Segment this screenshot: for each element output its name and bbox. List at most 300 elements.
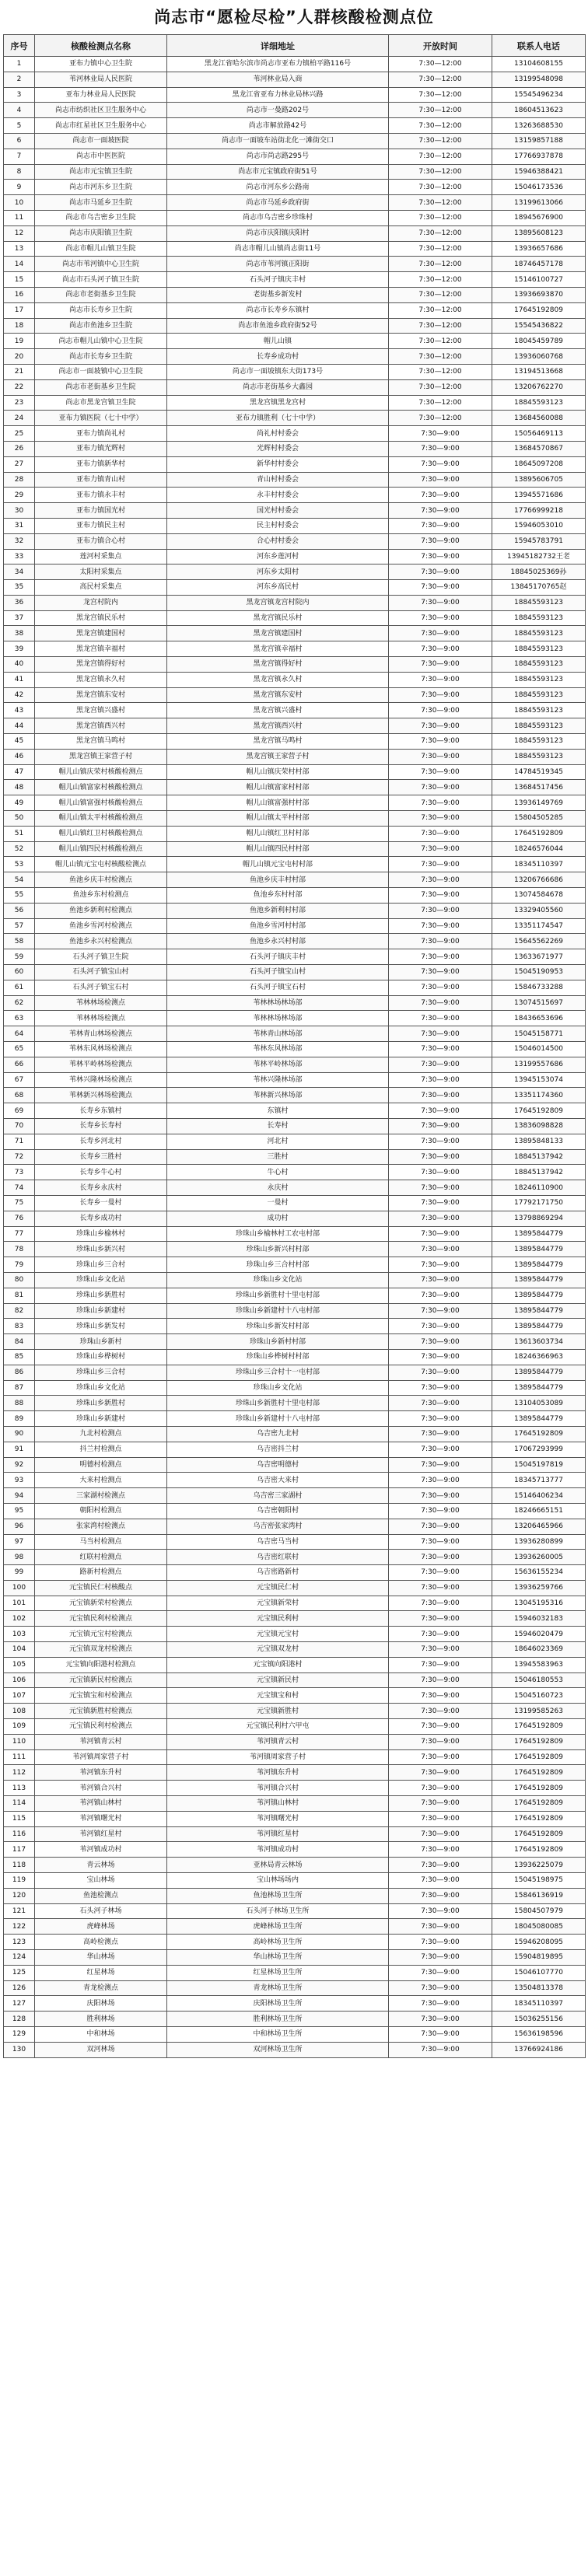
- table-row: [4, 826, 586, 841]
- cell-address: 尚志市长寿乡东镇村: [167, 302, 389, 318]
- table-row: [4, 1873, 586, 1889]
- cell-site-name: 黑龙宫镇马鸣村: [35, 734, 167, 750]
- cell-phone: 15146100727: [492, 272, 586, 288]
- cell-index: 29: [4, 488, 35, 503]
- cell-site-name: 大来村检测点: [35, 1473, 167, 1488]
- table-row: [4, 257, 586, 272]
- cell-index: 24: [4, 411, 35, 426]
- cell-open-time: 7:30—9:00: [389, 533, 492, 549]
- cell-address: 黑龙宫镇建国村: [167, 626, 389, 641]
- cell-site-name: 亚布力镇永丰村: [35, 488, 167, 503]
- cell-phone: 13895844779: [492, 1380, 586, 1396]
- cell-site-name: 龙宫村院内: [35, 595, 167, 610]
- cell-index: 46: [4, 749, 35, 764]
- cell-open-time: 7:30—9:00: [389, 1781, 492, 1796]
- cell-index: 40: [4, 657, 35, 673]
- cell-open-time: 7:30—9:00: [389, 1935, 492, 1950]
- cell-site-name: 红联村检测点: [35, 1550, 167, 1565]
- cell-open-time: 7:30—12:00: [389, 349, 492, 365]
- cell-site-name: 尚志市一面坡镇中心卫生院: [35, 364, 167, 379]
- table-row: [4, 1627, 586, 1642]
- cell-site-name: 帽儿山镇庆荣村核酸检测点: [35, 764, 167, 780]
- cell-site-name: 帽儿山镇元宝屯村核酸检测点: [35, 857, 167, 872]
- cell-open-time: 7:30—9:00: [389, 903, 492, 918]
- cell-phone: 13895844779: [492, 1411, 586, 1427]
- table-row: [4, 549, 586, 564]
- cell-address: 尚志市一面坡车站街北化一滩街交口: [167, 133, 389, 149]
- cell-open-time: 7:30—9:00: [389, 703, 492, 718]
- cell-phone: 13895844779: [492, 1242, 586, 1257]
- cell-site-name: 尚志市苇河镇中心卫生院: [35, 257, 167, 272]
- cell-address: 尚志市鱼池乡政府街52号: [167, 318, 389, 334]
- cell-address: 黑龙宫镇永久村: [167, 672, 389, 687]
- cell-phone: 13199548098: [492, 72, 586, 87]
- cell-phone: 13936657686: [492, 241, 586, 257]
- cell-site-name: 鱼池检测点: [35, 1888, 167, 1903]
- header-phone: 联系人电话: [492, 35, 586, 57]
- cell-address: 鱼池乡庆丰村村部: [167, 872, 389, 888]
- cell-open-time: 7:30—12:00: [389, 257, 492, 272]
- cell-site-name: 亚布力镇青山村: [35, 472, 167, 488]
- cell-site-name: 鱼池乡雪河村检测点: [35, 918, 167, 934]
- cell-index: 3: [4, 87, 35, 103]
- cell-site-name: 庆阳林场: [35, 1996, 167, 2012]
- cell-phone: 18436653696: [492, 1011, 586, 1026]
- cell-open-time: 7:30—12:00: [389, 164, 492, 180]
- table-row: [4, 888, 586, 904]
- cell-site-name: 珍珠山乡榆林村: [35, 1226, 167, 1242]
- table-row: [4, 872, 586, 888]
- cell-site-name: 苇林林场检测点: [35, 995, 167, 1011]
- cell-address: 帽儿山镇四民村村部: [167, 841, 389, 857]
- table-row: [4, 1550, 586, 1565]
- header-site-name: 核酸检测点名称: [35, 35, 167, 57]
- cell-open-time: 7:30—9:00: [389, 426, 492, 442]
- cell-address: 元宝镇向阳港村: [167, 1657, 389, 1672]
- cell-site-name: 黑龙宫镇兴盛村: [35, 703, 167, 718]
- cell-site-name: 珍珠山乡桦树村: [35, 1349, 167, 1365]
- cell-phone: 15046107770: [492, 1965, 586, 1980]
- cell-open-time: 7:30—9:00: [389, 811, 492, 827]
- table-row: [4, 857, 586, 872]
- table-row: [4, 811, 586, 827]
- cell-index: 95: [4, 1503, 35, 1519]
- cell-address: 虎峰林场卫生所: [167, 1919, 389, 1935]
- table-row: [4, 302, 586, 318]
- table-row: [4, 980, 586, 995]
- table-row: [4, 1303, 586, 1319]
- cell-address: 鱼池林场卫生所: [167, 1888, 389, 1903]
- cell-index: 94: [4, 1488, 35, 1504]
- cell-site-name: 黑龙宫镇建国村: [35, 626, 167, 641]
- cell-index: 5: [4, 118, 35, 134]
- cell-address: 东镇村: [167, 1103, 389, 1119]
- cell-site-name: 元宝镇民利村检测点: [35, 1719, 167, 1735]
- cell-open-time: 7:30—9:00: [389, 1149, 492, 1165]
- cell-open-time: 7:30—9:00: [389, 1858, 492, 1873]
- table-row: [4, 133, 586, 149]
- cell-index: 11: [4, 210, 35, 225]
- cell-open-time: 7:30—9:00: [389, 1319, 492, 1334]
- cell-phone: 15045198975: [492, 1873, 586, 1889]
- cell-address: 苇河镇东升村: [167, 1765, 389, 1781]
- cell-site-name: 苇河镇周家营子村: [35, 1749, 167, 1765]
- cell-site-name: 长寿乡一曼村: [35, 1195, 167, 1211]
- table-row: [4, 1842, 586, 1858]
- cell-site-name: 青龙检测点: [35, 1980, 167, 1996]
- cell-site-name: 尚志市庆阳镇卫生院: [35, 225, 167, 241]
- cell-address: 苇林新兴林场部: [167, 1088, 389, 1103]
- cell-phone: 13206762270: [492, 379, 586, 395]
- table-row: [4, 1980, 586, 1996]
- cell-site-name: 珍珠山乡新发村: [35, 1319, 167, 1334]
- cell-phone: 17792171750: [492, 1195, 586, 1211]
- table-row: [4, 1134, 586, 1149]
- cell-open-time: 7:30—9:00: [389, 1903, 492, 1919]
- cell-site-name: 苇河林业局人民医院: [35, 72, 167, 87]
- cell-address: 苇林林场林场部: [167, 1011, 389, 1026]
- cell-index: 61: [4, 980, 35, 995]
- cell-index: 35: [4, 580, 35, 596]
- cell-index: 71: [4, 1134, 35, 1149]
- cell-phone: 15636155234: [492, 1565, 586, 1581]
- cell-site-name: 帽儿山镇富家村核酸检测点: [35, 780, 167, 795]
- cell-open-time: 7:30—9:00: [389, 1672, 492, 1688]
- cell-phone: 18246576044: [492, 841, 586, 857]
- cell-index: 96: [4, 1519, 35, 1534]
- table-row: [4, 1072, 586, 1088]
- cell-site-name: 尚志市长寿乡卫生院: [35, 302, 167, 318]
- cell-index: 77: [4, 1226, 35, 1242]
- cell-index: 87: [4, 1380, 35, 1396]
- cell-phone: 13329405560: [492, 903, 586, 918]
- cell-phone: 18345713777: [492, 1473, 586, 1488]
- cell-address: 亚布力镇胜利（七十中学）: [167, 411, 389, 426]
- cell-address: 珍珠山乡榆林村工农屯村部: [167, 1226, 389, 1242]
- cell-index: 101: [4, 1596, 35, 1611]
- cell-address: 珍珠山乡新兴村村部: [167, 1242, 389, 1257]
- table-row: [4, 1149, 586, 1165]
- table-row: [4, 641, 586, 657]
- table-row: [4, 1488, 586, 1504]
- cell-open-time: 7:30—9:00: [389, 965, 492, 980]
- cell-phone: 18845593123: [492, 395, 586, 411]
- table-row: [4, 1011, 586, 1026]
- cell-index: 54: [4, 872, 35, 888]
- cell-index: 59: [4, 949, 35, 965]
- cell-index: 45: [4, 734, 35, 750]
- table-row: [4, 334, 586, 349]
- cell-address: 元宝镇民利村: [167, 1611, 389, 1627]
- cell-site-name: 亚布力镇医院（七十中学）: [35, 411, 167, 426]
- cell-site-name: 红星林场: [35, 1965, 167, 1980]
- cell-phone: 18345110397: [492, 1996, 586, 2012]
- cell-site-name: 元宝镇新胜村检测点: [35, 1704, 167, 1719]
- cell-address: 元宝镇民利村六甲屯: [167, 1719, 389, 1735]
- cell-address: 黑龙宫镇东安村: [167, 687, 389, 703]
- cell-open-time: 7:30—9:00: [389, 1965, 492, 1980]
- cell-index: 112: [4, 1765, 35, 1781]
- cell-open-time: 7:30—9:00: [389, 1396, 492, 1411]
- cell-open-time: 7:30—9:00: [389, 1334, 492, 1350]
- cell-open-time: 7:30—9:00: [389, 1195, 492, 1211]
- cell-address: 河东乡高民村: [167, 580, 389, 596]
- cell-index: 68: [4, 1088, 35, 1103]
- table-row: [4, 503, 586, 519]
- cell-site-name: 鱼池乡新利村检测点: [35, 903, 167, 918]
- cell-index: 107: [4, 1688, 35, 1704]
- table-row: [4, 210, 586, 225]
- header-address: 详细地址: [167, 35, 389, 57]
- table-row: [4, 1596, 586, 1611]
- cell-site-name: 尚志市长寿乡卫生院: [35, 349, 167, 365]
- cell-index: 27: [4, 456, 35, 472]
- cell-address: 元宝镇宝和村: [167, 1688, 389, 1704]
- cell-open-time: 7:30—9:00: [389, 1134, 492, 1149]
- cell-phone: 15804505285: [492, 811, 586, 827]
- cell-phone: 13895608123: [492, 225, 586, 241]
- cell-site-name: 黑龙宫镇永久村: [35, 672, 167, 687]
- table-row: [4, 103, 586, 118]
- cell-address: 苇林青山林场部: [167, 1026, 389, 1042]
- cell-address: 帽儿山镇太平村村部: [167, 811, 389, 827]
- cell-phone: 13798869294: [492, 1211, 586, 1226]
- cell-open-time: 7:30—9:00: [389, 1888, 492, 1903]
- table-row: [4, 1565, 586, 1581]
- table-row: [4, 1734, 586, 1749]
- cell-phone: 13895844779: [492, 1226, 586, 1242]
- table-row: [4, 1411, 586, 1427]
- cell-address: 尚志市帽儿山镇尚志街11号: [167, 241, 389, 257]
- cell-open-time: 7:30—9:00: [389, 1457, 492, 1473]
- cell-open-time: 7:30—9:00: [389, 888, 492, 904]
- cell-index: 109: [4, 1719, 35, 1735]
- table-row: [4, 456, 586, 472]
- table-row: [4, 1057, 586, 1072]
- cell-address: 鱼池乡永兴村村部: [167, 934, 389, 949]
- cell-address: 尚志市一曼路202号: [167, 103, 389, 118]
- cell-phone: 17766999218: [492, 503, 586, 519]
- cell-site-name: 元宝镇新荣村检测点: [35, 1596, 167, 1611]
- cell-address: 高岭林场卫生所: [167, 1935, 389, 1950]
- cell-site-name: 亚布力镇中心卫生院: [35, 57, 167, 72]
- cell-address: 庆阳林场卫生所: [167, 1996, 389, 2012]
- cell-index: 65: [4, 1042, 35, 1057]
- cell-open-time: 7:30—9:00: [389, 595, 492, 610]
- cell-index: 37: [4, 610, 35, 626]
- table-row: [4, 1534, 586, 1550]
- table-row: [4, 1349, 586, 1365]
- cell-index: 39: [4, 641, 35, 657]
- table-row: [4, 1442, 586, 1457]
- table-row: [4, 749, 586, 764]
- cell-site-name: 三家湖村检测点: [35, 1488, 167, 1504]
- cell-address: 珍珠山乡新建村十八屯村部: [167, 1303, 389, 1319]
- cell-open-time: 7:30—12:00: [389, 57, 492, 72]
- cell-index: 75: [4, 1195, 35, 1211]
- cell-index: 51: [4, 826, 35, 841]
- cell-index: 42: [4, 687, 35, 703]
- cell-index: 7: [4, 149, 35, 164]
- cell-open-time: 7:30—9:00: [389, 1057, 492, 1072]
- table-row: [4, 657, 586, 673]
- cell-phone: 17067293999: [492, 1442, 586, 1457]
- cell-open-time: 7:30—9:00: [389, 488, 492, 503]
- cell-phone: 13945182732王老: [492, 549, 586, 564]
- cell-phone: 15846136919: [492, 1888, 586, 1903]
- cell-address: 民主村村委会: [167, 518, 389, 533]
- cell-index: 41: [4, 672, 35, 687]
- table-row: [4, 1257, 586, 1273]
- cell-address: 永丰村村委会: [167, 488, 389, 503]
- table-row: [4, 225, 586, 241]
- cell-site-name: 亚布力林业局人民医院: [35, 87, 167, 103]
- cell-phone: 13104608155: [492, 57, 586, 72]
- table-row: [4, 1657, 586, 1672]
- cell-open-time: 7:30—9:00: [389, 1550, 492, 1565]
- cell-index: 121: [4, 1903, 35, 1919]
- table-row: [4, 1211, 586, 1226]
- cell-phone: 18045459789: [492, 334, 586, 349]
- cell-phone: 13206465966: [492, 1519, 586, 1534]
- cell-index: 48: [4, 780, 35, 795]
- cell-open-time: 7:30—9:00: [389, 872, 492, 888]
- table-row: [4, 241, 586, 257]
- cell-address: 苇河镇成功村: [167, 1842, 389, 1858]
- cell-address: 亚林局青云林场: [167, 1858, 389, 1873]
- cell-phone: 17645192809: [492, 1719, 586, 1735]
- cell-address: 黑龙宫镇得好村: [167, 657, 389, 673]
- cell-phone: 13351174360: [492, 1088, 586, 1103]
- cell-open-time: 7:30—9:00: [389, 980, 492, 995]
- cell-address: 珍珠山乡新发村村部: [167, 1319, 389, 1334]
- cell-phone: 13504813378: [492, 1980, 586, 1996]
- cell-index: 116: [4, 1826, 35, 1842]
- cell-address: 元宝镇新胜村: [167, 1704, 389, 1719]
- cell-phone: 13074584678: [492, 888, 586, 904]
- cell-site-name: 胜利林场: [35, 2012, 167, 2027]
- cell-address: 苇河镇合兴村: [167, 1781, 389, 1796]
- cell-site-name: 苇河镇合兴村: [35, 1781, 167, 1796]
- table-row: [4, 1473, 586, 1488]
- cell-phone: 18045080085: [492, 1919, 586, 1935]
- cell-address: 黑龙宫镇幸福村: [167, 641, 389, 657]
- cell-address: 帽儿山镇: [167, 334, 389, 349]
- cell-site-name: 石头河子镇宝山村: [35, 965, 167, 980]
- cell-index: 85: [4, 1349, 35, 1365]
- cell-address: 乌吉密大来村: [167, 1473, 389, 1488]
- cell-open-time: 7:30—9:00: [389, 949, 492, 965]
- cell-address: 老街基乡新发村: [167, 287, 389, 302]
- cell-address: 乌吉密张家湾村: [167, 1519, 389, 1534]
- cell-address: 石头河子镇庆丰村: [167, 272, 389, 288]
- cell-site-name: 虎峰林场: [35, 1919, 167, 1935]
- cell-phone: 13613603734: [492, 1334, 586, 1350]
- table-row: [4, 379, 586, 395]
- cell-open-time: 7:30—9:00: [389, 780, 492, 795]
- cell-site-name: 帽儿山镇富强村核酸检测点: [35, 795, 167, 811]
- table-row: [4, 595, 586, 610]
- table-row: [4, 1950, 586, 1966]
- cell-site-name: 黑龙宫镇幸福村: [35, 641, 167, 657]
- cell-index: 82: [4, 1303, 35, 1319]
- cell-site-name: 黑龙宫镇西兴村: [35, 718, 167, 734]
- table-row: [4, 1749, 586, 1765]
- cell-phone: 14784519345: [492, 764, 586, 780]
- cell-site-name: 元宝镇元宝村检测点: [35, 1627, 167, 1642]
- cell-site-name: 苇林新兴林场检测点: [35, 1088, 167, 1103]
- cell-phone: 13074515697: [492, 995, 586, 1011]
- cell-phone: 18845593123: [492, 734, 586, 750]
- cell-index: 86: [4, 1365, 35, 1380]
- cell-site-name: 鱼池乡东村检测点: [35, 888, 167, 904]
- cell-open-time: 7:30—9:00: [389, 1118, 492, 1134]
- cell-open-time: 7:30—9:00: [389, 2027, 492, 2043]
- cell-phone: 15946032183: [492, 1611, 586, 1627]
- cell-phone: 18246110900: [492, 1180, 586, 1196]
- cell-open-time: 7:30—12:00: [389, 149, 492, 164]
- cell-site-name: 苇河镇山林村: [35, 1796, 167, 1812]
- table-row: [4, 1226, 586, 1242]
- table-row: [4, 949, 586, 965]
- cell-open-time: 7:30—12:00: [389, 195, 492, 211]
- cell-site-name: 尚志市鱼池乡卫生院: [35, 318, 167, 334]
- cell-open-time: 7:30—12:00: [389, 379, 492, 395]
- cell-phone: 15045160723: [492, 1688, 586, 1704]
- cell-index: 57: [4, 918, 35, 934]
- table-row: [4, 672, 586, 687]
- table-row: [4, 1704, 586, 1719]
- cell-index: 103: [4, 1627, 35, 1642]
- cell-site-name: 珍珠山乡文化站: [35, 1272, 167, 1288]
- table-row: [4, 1519, 586, 1534]
- cell-site-name: 鱼池乡庆丰村检测点: [35, 872, 167, 888]
- cell-open-time: 7:30—9:00: [389, 456, 492, 472]
- cell-phone: 15946053010: [492, 518, 586, 533]
- cell-open-time: 7:30—12:00: [389, 334, 492, 349]
- cell-phone: 18646023369: [492, 1642, 586, 1658]
- table-row: [4, 149, 586, 164]
- cell-index: 115: [4, 1811, 35, 1826]
- cell-open-time: 7:30—9:00: [389, 1596, 492, 1611]
- cell-index: 110: [4, 1734, 35, 1749]
- table-row: [4, 780, 586, 795]
- cell-phone: 15046180553: [492, 1672, 586, 1688]
- cell-index: 18: [4, 318, 35, 334]
- cell-index: 12: [4, 225, 35, 241]
- cell-index: 99: [4, 1565, 35, 1581]
- cell-phone: 18845593123: [492, 718, 586, 734]
- cell-address: 珍珠山乡文化站: [167, 1272, 389, 1288]
- cell-address: 新华村村委会: [167, 456, 389, 472]
- cell-address: 帽儿山镇红卫村村部: [167, 826, 389, 841]
- table-row: [4, 1272, 586, 1288]
- cell-site-name: 苇河镇成功村: [35, 1842, 167, 1858]
- table-row: [4, 734, 586, 750]
- cell-index: 69: [4, 1103, 35, 1119]
- cell-phone: 13895844779: [492, 1365, 586, 1380]
- cell-index: 122: [4, 1919, 35, 1935]
- cell-phone: 13945571686: [492, 488, 586, 503]
- cell-phone: 13206766686: [492, 872, 586, 888]
- table-row: [4, 1796, 586, 1812]
- cell-site-name: 珍珠山乡三合村: [35, 1257, 167, 1273]
- cell-open-time: 7:30—9:00: [389, 657, 492, 673]
- table-row: [4, 2042, 586, 2057]
- cell-index: 98: [4, 1550, 35, 1565]
- testing-sites-table: [3, 34, 586, 2058]
- cell-index: 49: [4, 795, 35, 811]
